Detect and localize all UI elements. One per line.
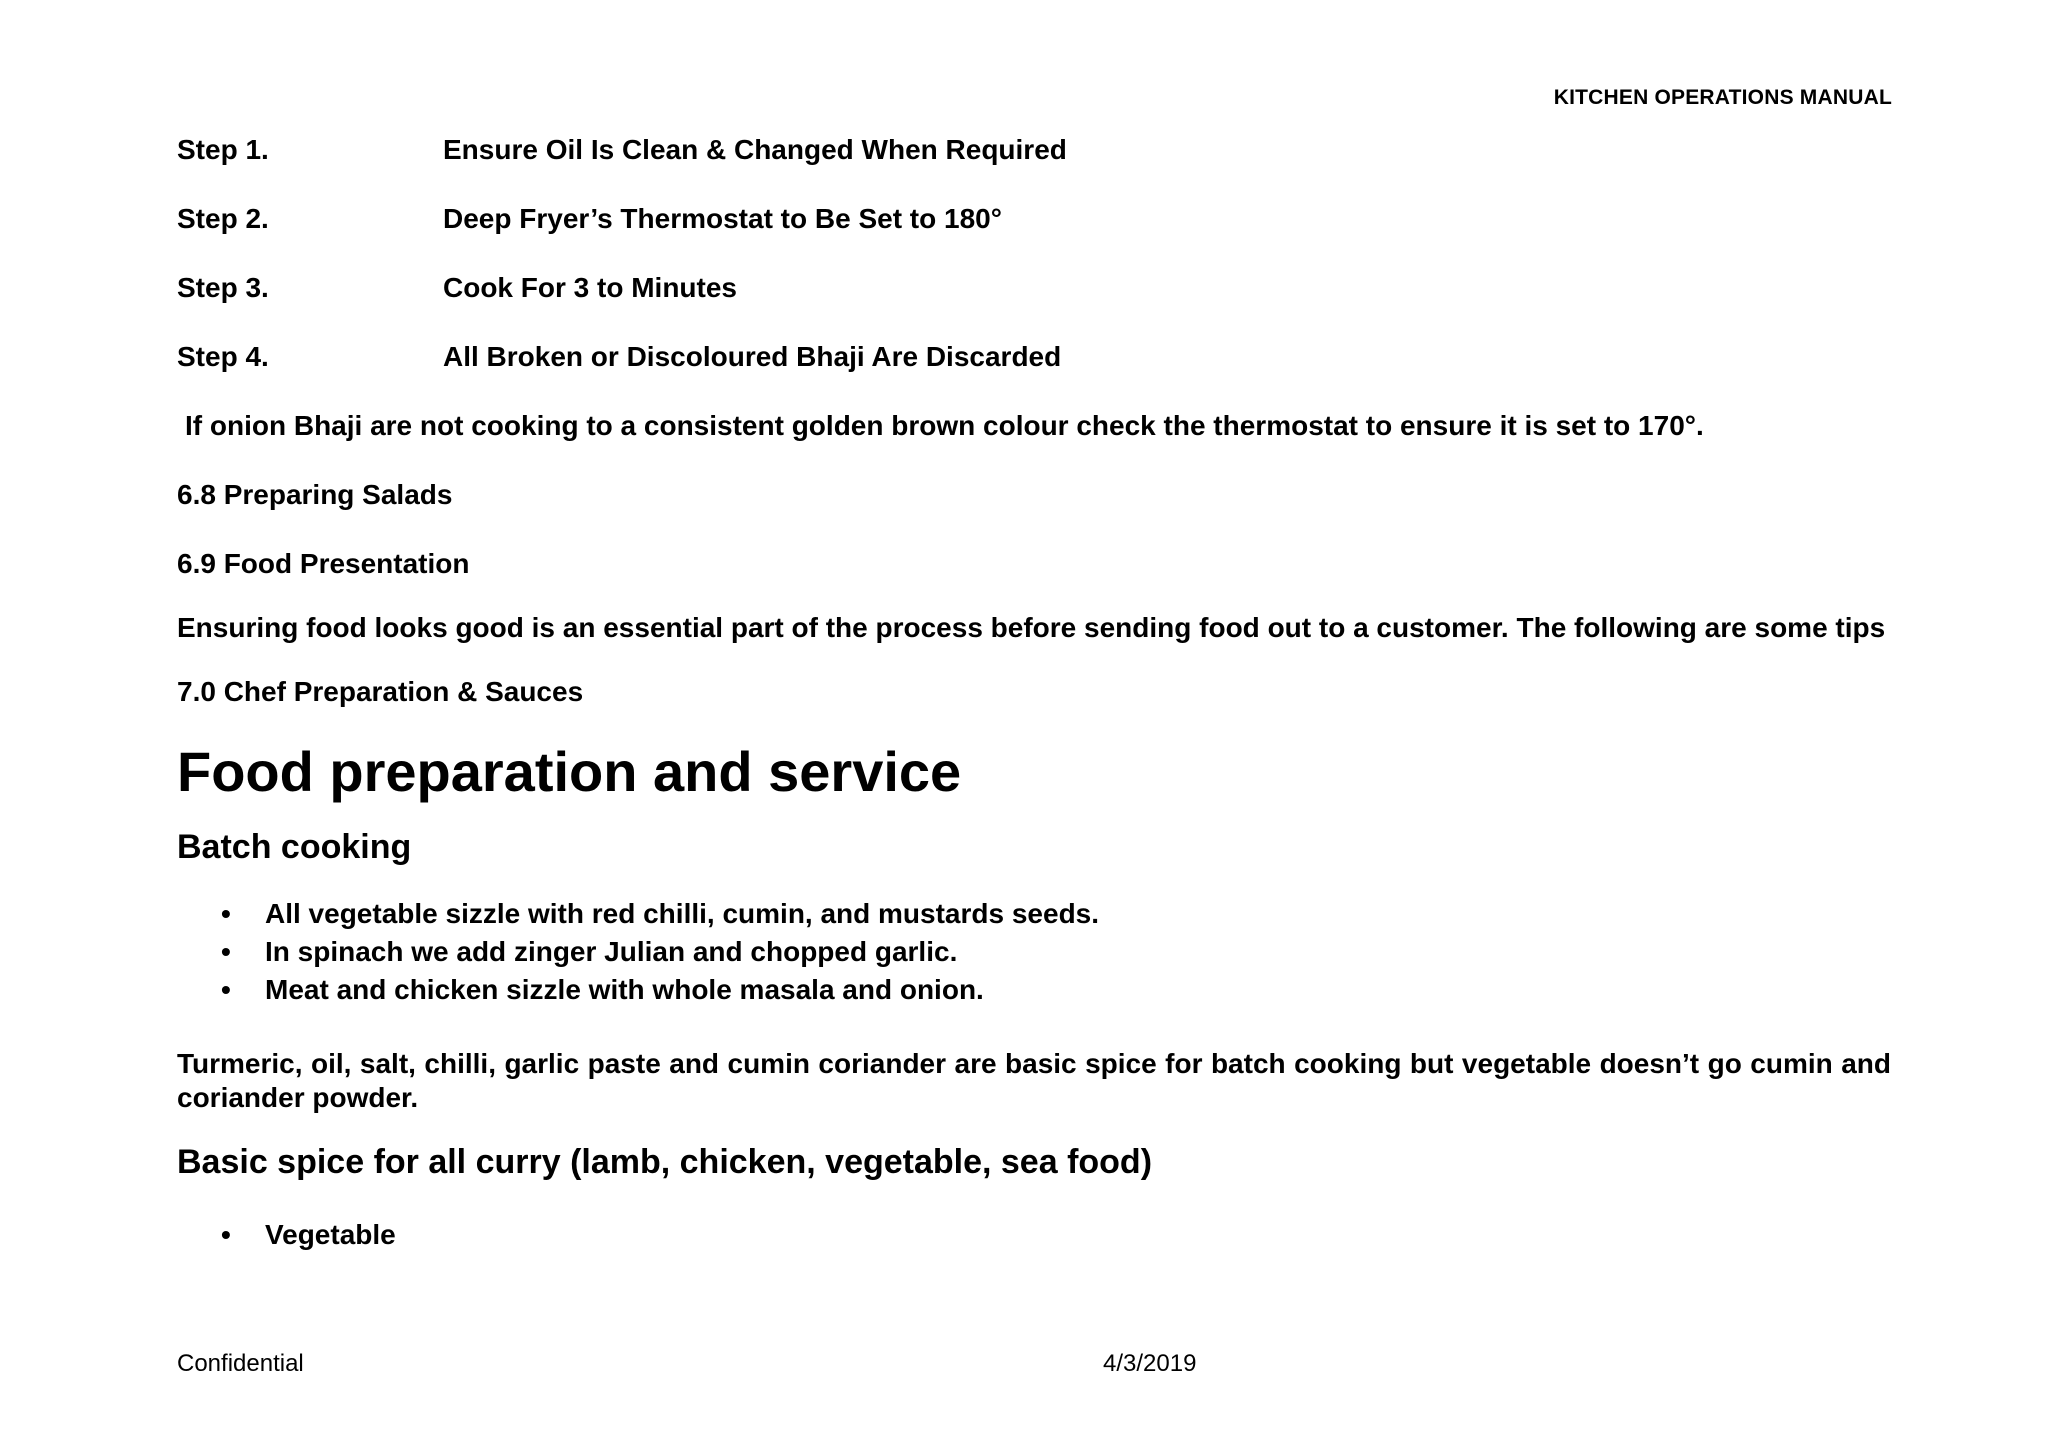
batch-cooking-heading: Batch cooking <box>177 828 412 866</box>
step-label: Step 1. <box>177 134 269 165</box>
list-item-text: Vegetable <box>265 1219 396 1250</box>
batch-cooking-list <box>177 895 1891 1009</box>
list-item <box>177 1216 1891 1254</box>
bullet-icon: • <box>221 936 231 967</box>
step-text: Ensure Oil Is Clean & Changed When Required <box>443 134 1067 165</box>
footer-confidential: Confidential <box>177 1350 304 1377</box>
curry-spice-heading: Basic spice for all curry (lamb, chicken, vegetable, sea food) <box>177 1143 1153 1181</box>
manual-title: KITCHEN OPERATIONS MANUAL <box>1553 86 1892 109</box>
step-label: Step 2. <box>177 203 269 234</box>
step-text: Cook For 3 to Minutes <box>443 272 737 303</box>
section-heading-chef-prep: 7.0 Chef Preparation & Sauces <box>177 676 584 707</box>
thermostat-note: If onion Bhaji are not cooking to a consistent golden brown colour check the thermostat to ensure it is set to 170°. <box>185 410 1704 441</box>
page-title: Food preparation and service <box>177 740 962 803</box>
list-item <box>177 971 1891 1009</box>
list-item <box>177 895 1891 933</box>
bullet-icon: • <box>221 898 231 929</box>
footer-date: 4/3/2019 <box>1103 1350 1197 1377</box>
bullet-icon: • <box>221 1219 231 1250</box>
section-heading-presentation: 6.9 Food Presentation <box>177 548 470 579</box>
batch-cooking-paragraph: Turmeric, oil, salt, chilli, garlic paste and cumin coriander are basic spice for batch cooking but vegetable doesn’t go cumin and coriander powder. <box>177 1048 1891 1113</box>
step-label: Step 3. <box>177 272 269 303</box>
bullet-icon: • <box>221 974 231 1005</box>
presentation-paragraph: Ensuring food looks good is an essential part of the process before sending food out to a customer. The following are some tips <box>177 612 1886 643</box>
step-text: Deep Fryer’s Thermostat to Be Set to 180° <box>443 203 1002 234</box>
step-row <box>177 335 1891 379</box>
list-item <box>177 933 1891 971</box>
document-body <box>177 128 1891 1292</box>
list-item-text: Meat and chicken sizzle with whole masala and onion. <box>265 974 984 1005</box>
step-row <box>177 266 1891 310</box>
section-heading-salads: 6.8 Preparing Salads <box>177 479 453 510</box>
step-row <box>177 197 1891 241</box>
step-row <box>177 128 1891 172</box>
list-item-text: All vegetable sizzle with red chilli, cumin, and mustards seeds. <box>265 898 1100 929</box>
step-label: Step 4. <box>177 341 269 372</box>
step-text: All Broken or Discoloured Bhaji Are Discarded <box>443 341 1062 372</box>
list-item-text: In spinach we add zinger Julian and chopped garlic. <box>265 936 958 967</box>
curry-list <box>177 1216 1891 1254</box>
